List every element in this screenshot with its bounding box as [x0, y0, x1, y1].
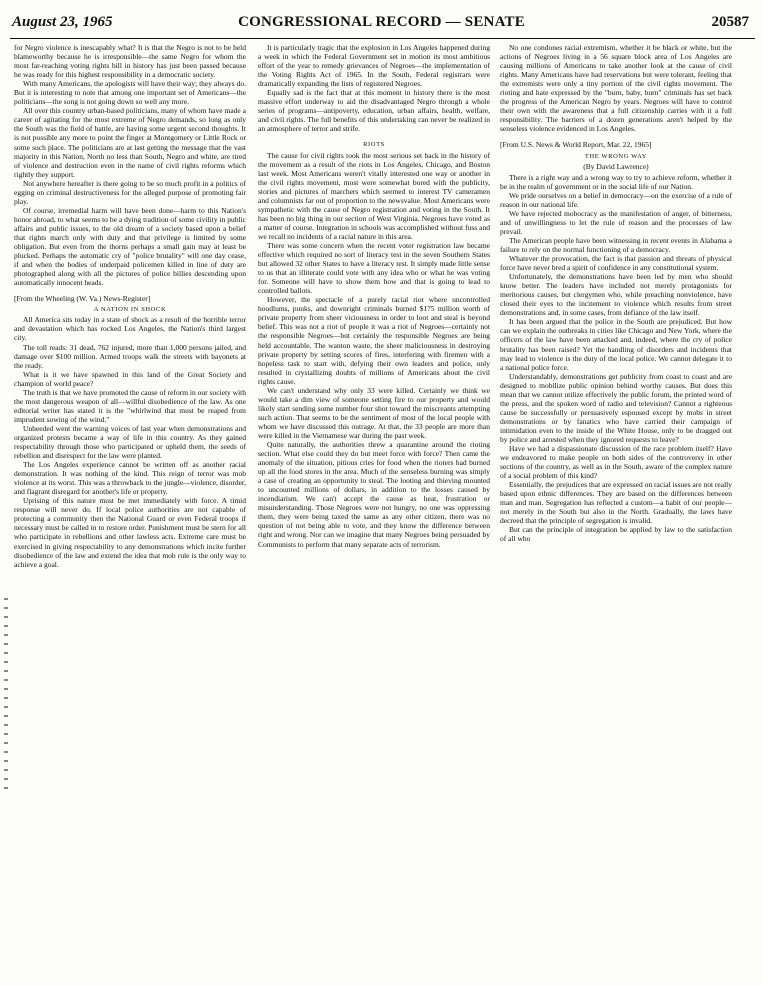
- article-heading: A NATION IN SHOCK: [93, 306, 167, 314]
- column-1: [14, 43, 246, 979]
- article-heading: THE WRONG WAY: [584, 152, 648, 160]
- paragraph: But can the principle of integration be applied by law to the satisfaction of all who: [500, 525, 732, 544]
- paragraph: Quite naturally, the authorities threw a quarantine around the rioting section. What else could they do but meet force with force? Then came the anomaly of the situation, pitious cries for food when the rioters had burned up all the food stores in the area. Much of the senseless burning was simply a case of creating an opportunity to steal. The looting and thieving mounted to uncounted millions of dollars, in addition to the losses caused by incendiarism. We can't accept the cause as heat, frustration or misunderstanding. Those Negroes were not hungry, no one was oppressing them, they were being taxed the same as any other citizen, there was no question of not being able to vote, and they know the difference between right and wrong. Nor can we imagine that many Negroes being persuaded by Communists to perform that many separate acts of terrorism.: [258, 440, 490, 549]
- paragraph: There is a right way and a wrong way to try to achieve reform, whether it be in the realm of government or in the social life of our Nation.: [500, 172, 732, 191]
- paragraph: The cause for civil rights took the most serious set back in the history of the movement as a result of the riots in Los Angeles, Chicago, and Boston last week. Most Americans weren't vitally interested one way or another in the civil rights movement, most were somewhat bored with the publicity, stories and pictures of marchers which seemed to interest TV cameramen and columnists far out of proportion to the newsvalue. Most Americans were sympathetic with the cause of Negro registration and voting in the South. It has been no big thing in our section of West Virginia. Negroes have voted as a matter of course. Integration in schools was accomplished without fuss and we recall no incidents of a racial nature in this area.: [258, 150, 490, 241]
- paragraph: We pride ourselves on a belief in democracy—on the exercise of a rule of reason in our national life.: [500, 190, 732, 209]
- paragraph: Not anywhere hereafter is there going to be so much profit in a politics of egging on criminal destructiveness for the alleged purpose of promoting fair play.: [14, 178, 246, 206]
- paragraph: Of course, irremedial harm will have been done—harm to this Nation's honor abroad, to what seems to be a dying tradition of some civility in public affairs and public issues, to the old dream of a society based upon a belief that rights march only with duty and that privilege is limited by some obligation. But even from the thorns perhaps a small gain may at least be plucked. Perhaps the automatic cry of "police brutality" will one day cease, if and when the bodies of underpaid policemen killed in line of duty are photographed along with all the pictures of police billies descending upon automatically innocent heads.: [14, 205, 246, 288]
- paragraph: What is it we have spawned in this land of the Great Society and champion of world peace?: [14, 369, 246, 388]
- paragraph: The truth is that we have promoted the cause of reform in our society with the most dangerous weapon of all—willful disobedience of the law. As one editorial writer has stated it is the "whirlwind that must be reaped from imprudent sowing of the wind.": [14, 387, 246, 424]
- paragraph: It is particularly tragic that the explosion in Los Angeles happened during a week in which the Federal Government set in motion its most ambitious effort of the year to remedy grievances of Negroes—the implementation of the Voting Rights Act of 1965. In the South, Federal registrars were dramatically expanding the lists of registered Negroes.: [258, 43, 490, 89]
- paragraph: Uprising of this nature must be met immediately with force. A timid response will never do. If local police authorities are not capable of protecting a community then the National Guard or even Federal troops if necessary must be called in to restore order. Punishment must be stern for all who participate in rebellions and other lawless acts. Extreme care must be exercised in giving respectability to any demonstrations which incite further disobedience of the law and extend the idea that mob rule is the only way to achieve a goal.: [14, 496, 246, 569]
- issue-date: August 23, 1965: [12, 14, 113, 30]
- paragraph: The Los Angeles experience cannot be written off as another racial demonstration. It was nothing of the kind. This reign of terror was mob violence at its worst. This was a throwback to the jungle—violence, disorder, and flagrant disregard for another's life or property.: [14, 460, 246, 497]
- paragraph: The toll reads: 31 dead, 762 injured, more than 1,000 persons jailed, and damage over $100 million. Armed troops walk the streets with bayonets at the ready.: [14, 342, 246, 370]
- paragraph: Equally sad is the fact that at this moment in history there is the most massive effort underway to aid the disadvantaged Negro through a whole series of programs—antipoverty, education, urban affairs, health, welfare, and civil rights. The full benefits of this undertaking can never be realized in an atmosphere of terror and strife.: [258, 88, 490, 134]
- paragraph: With many Americans, the apologists will have their way; they always do. But it is interesting to note that among one important set of Americans—the politicians—the song is not going down so well any more.: [14, 79, 246, 107]
- page-number: 20587: [711, 14, 749, 30]
- byline: (By David Lawrence): [583, 161, 649, 171]
- paragraph: We can't understand why only 33 were killed. Certainly we think we would take a dim view of someone setting fire to our property and would likely start sending some number four shot toward the miscreants attempting such action. That seems to be the sentiment of most of the local people with whom we have discussed this outrage. At that, the 33 people are more than were killed in the Vietnamese war during the past week.: [258, 385, 490, 440]
- paragraph: Understandably, demonstrations get publicity from coast to coast and are designed to mobilize public opinion behind worthy causes. But does this mean that we cannot utilize effectively the public forum, the printed word of the press, and the spoken word of radio and television? Cannot a righteous cause be successfully or persuasively espoused except by mobs in street demonstrations or by fanatics who have carried their campaign of intimidation even to the inside of the White House, only to be dragged out by police and arrested when they ignored requests to leave?: [500, 371, 732, 444]
- column-2: [258, 43, 490, 979]
- source-note: [From U.S. News & World Report, Mar. 22, 1965]: [500, 140, 652, 150]
- masthead: [0, 14, 763, 36]
- paragraph: Unheeded went the warning voices of last year when demonstrations and organized protests became a way of life in this country. As they gained respectability through those who participated or upheld them, the seeds of rebellion and disrespect for the law were planted.: [14, 423, 246, 461]
- paragraph: All over this country urban-based politicians, many of whom have made a career of agitating for the most extreme of Negro demands, so long as only the South was the field of battle, are having some urgent second thoughts. It is not possible any more to point the finger at Montgomery or Little Rock or some such place. The politicians are at last getting the message that the vast majority in this Nation, North no less than South, Negro and white, are tired of violence and destruction even in the name of civil rights reforms which rightly they support.: [14, 106, 246, 179]
- paragraph: However, the spectacle of a purely racial riot where uncontrolled hoodlums, punks, and downright criminals burned $175 million worth of private property from sheer viciousness in order to loot and steal is beyond belief. This was not a riot of people it was a riot of Negroes—certainly not the responsible Negroes—but certainly the responsible Negroes are being held accountable. The wanton waste, the sheer maliciousness in destroying private property by setting scores of fires, interfering with firemen with a hopeless task to start with, defying their own leaders and police, only resulted in crystallizing doubts of millions of Americans about the civil rights cause.: [258, 295, 490, 386]
- paragraph: Whatever the provocation, the fact is that passion and threats of physical force have never bred a spirit of confidence in any constitutional system.: [500, 254, 732, 273]
- paragraph: We have rejected mobocracy as the manifestation of anger, of bitterness, and of unwillingness to let the rule of reason and the processes of law prevail.: [500, 208, 732, 236]
- paragraph: All America sits today in a state of shock as a result of the horrible terror and devastation which has rocked Los Angeles, the Nation's third largest city.: [14, 315, 246, 343]
- header-rule: [10, 38, 755, 39]
- paragraph: Have we had a dispassionate discussion of the race problem itself? Have we endeavored to make people on both sides of the controversy in other sections of the country, as well as in the South, aware of the complex nature of a social problem of this kind?: [500, 444, 732, 481]
- paragraph: for Negro violence is inescapably what? It is that the Negro is not to be held blameworthy because he is irresponsible—the same Negro for whom the most far-reaching voting rights bill in history has just been passed because he was ready for this highest responsibility in a democratic society.: [14, 43, 246, 80]
- paragraph: Unfortunately, the demonstrations have been led by men who should know better. The leaders have included not merely protagonists for meritorious causes, but clergymen who, while preaching nonviolence, have closed their eyes to the incitement to violence which results from street demonstrations and, in some cases, from defiance of the law itself.: [500, 272, 732, 318]
- publication-title: CONGRESSIONAL RECORD — SENATE: [238, 14, 525, 30]
- source-note: [From the Wheeling (W. Va.) News-Register]: [14, 294, 151, 304]
- margin-marks: [4, 598, 10, 798]
- paragraph: It has been argued that the police in the South are prejudiced. But how can we explain the outbreaks in cities like Chicago and New York, where the officers of the law have been attacked and, indeed, where the cry of police brutality has been raised? Yet the handling of disorders and incidents that may lead to violence is the duty of the local police. We cannot delegate it to a national police force.: [500, 317, 732, 372]
- column-3: [500, 43, 732, 979]
- paragraph: The American people have been witnessing in recent events in Alabama a failure to rely on the normal functioning of a democracy.: [500, 235, 732, 254]
- section-heading: RIOTS: [363, 141, 385, 149]
- paragraph: Essentially, the prejudices that are expressed on racial issues are not really based upon ethnic differences. They are based on the differences between man and man. Segregation has reflected a custom—a habit of our people—not merely in the South but also in the North. Gradually, the laws have decreed that the principle of segregation is invalid.: [500, 480, 732, 526]
- paragraph: No one condones racial extremism, whether it be black or white, but the actions of Negroes living in a 56 square block area of Los Angeles are causing millions of Americans to take another look at the cause of civil rights. Many Americans have had reservations but were tolerant, feeling that the extremists were only a tiny portion of the civil rights movement. The rioting and hate expressed by the "burn, baby, burn" criminals has set back the progress of the American Negro by years. Negroes will have to control their own with the awareness that a full citizenship carries with it a full responsibility. The barriers of a dozen generations aren't helped by the senseless violence evidenced in Los Angeles.: [500, 43, 732, 134]
- paragraph: There was some concern when the recent voter registration law became effective which required no sort of literacy test in the seven Southern States but allowed 32 other States to have a literacy test. It simply made little sense to us that an illiterate could vote with any idea who or what he was voting for. Someone will have to show them how and that is going to lead to controlled ballots.: [258, 240, 490, 296]
